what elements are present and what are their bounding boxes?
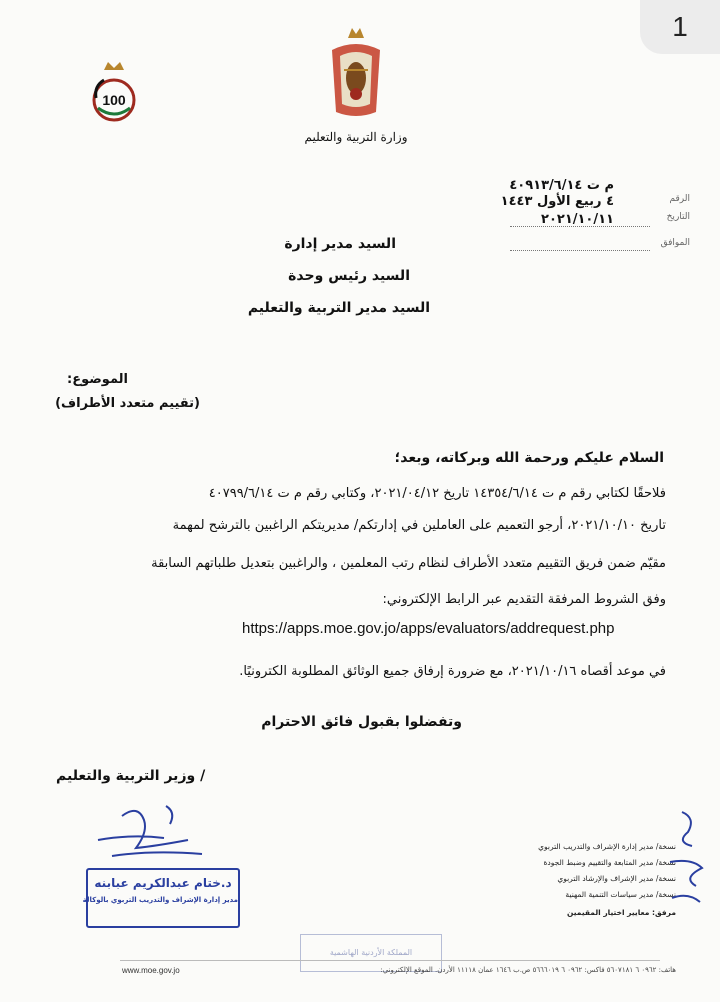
body-line-3: مقيّم ضمن فريق التقييم متعدد الأطراف لنظام رتب المعلمين ، والراغبين بتعديل طلباتهم السابقة [151,556,666,571]
footer-contact: هاتف: ٠٩٦٢ ٦ ٥٦٠٧١٨١ فاكس: ٠٩٦٢ ٦ ٥٦٦٦٠١٩ ص.ب ١٦٤٦ عمان ١١١١٨ الأردن. الموقع الإلكتروني: [380,966,676,974]
corresponding-dotted-line [510,250,650,251]
centennial-logo [84,58,144,128]
attachment-note: مرفق: معايير اختيار المقيمين [567,908,676,917]
footer-seal: المملكة الأردنية الهاشمية [300,934,442,972]
addressee-2: السيد رئيس وحدة [288,268,410,284]
signature-icon [92,798,212,868]
stamp-name: د.ختام عبدالكريم عبابنه [94,876,232,890]
cc-item-2: نسخة/ مدير المتابعة والتقييم وضبط الجودة [543,858,676,867]
subject-value: (تقييم متعدد الأطراف) [55,396,200,411]
coat-of-arms [326,20,386,120]
ministry-name: وزارة التربية والتعليم [304,130,408,144]
footer-rule [120,960,660,961]
svg-text:100: 100 [102,92,126,108]
footer-website[interactable]: www.moe.gov.jo [122,966,180,975]
body-line-1: فلاحقًا لكتابي رقم م ت ١٤٣٥٤/٦/١٤ تاريخ ٢٠٢١/٠٤/١٢، وكتابي رقم م ت ٤٠٧٩٩/٦/١٤ [208,486,666,501]
greeting: السلام عليكم ورحمة الله وبركاته، وبعد؛ [394,450,664,466]
body-line-2: تاريخ ٢٠٢١/١٠/١٠، أرجو التعميم على العاملين في إدارتكم/ مديريتكم الراغبين بالترشح لمهمة [172,518,666,533]
reference-number: م ت ٤٠٩١٣/٦/١٤ [509,178,614,193]
crest-icon [326,20,386,120]
handwritten-signature [92,798,212,868]
closing-line: وتفضلوا بقبول فائق الاحترام [261,714,462,730]
cc-item-3: نسخة/ مدير الإشراف والإرشاد التربوي [557,874,676,883]
cc-item-4: نسخة/ مدير سياسات التنمية المهنية [565,890,676,899]
crown-100-icon [84,58,144,128]
cc-item-1: نسخة/ مدير إدارة الإشراف والتدريب التربوي [538,842,676,851]
reference-number-label: الرقم [669,194,690,204]
deadline-line: في موعد أقصاه ٢٠٢١/١٠/١٦، مع ضرورة إرفاق جميع الوثائق المطلوبة الكترونيًا. [239,664,666,679]
page-number-badge: 1 [640,0,720,54]
official-stamp [82,868,240,928]
corresponding-label: الموافق [660,238,690,248]
addressee-3: السيد مدير التربية والتعليم [247,300,430,316]
hijri-date: ٤ ربيع الأول ١٤٤٣ [500,194,614,209]
reference-block [430,176,690,256]
body-line-4: وفق الشروط المرفقة التقديم عبر الرابط الإلكتروني: [382,592,666,607]
initials-signature [652,802,710,912]
subject-label: الموضوع: [67,372,128,387]
minister-title: / وزير التربية والتعليم [56,768,206,784]
date-label: التاريخ [666,212,690,222]
reference-dotted-line [510,226,650,227]
initials-icon [652,802,710,912]
stamp-position: مدير إدارة الإشراف والتدريب التربوي بالوكالة [82,896,238,904]
gregorian-date: ٢٠٢١/١٠/١١ [541,212,614,227]
addressee-1: السيد مدير إدارة [284,236,396,252]
registration-link[interactable]: https://apps.moe.gov.jo/apps/evaluators/addrequest.php [242,620,615,637]
